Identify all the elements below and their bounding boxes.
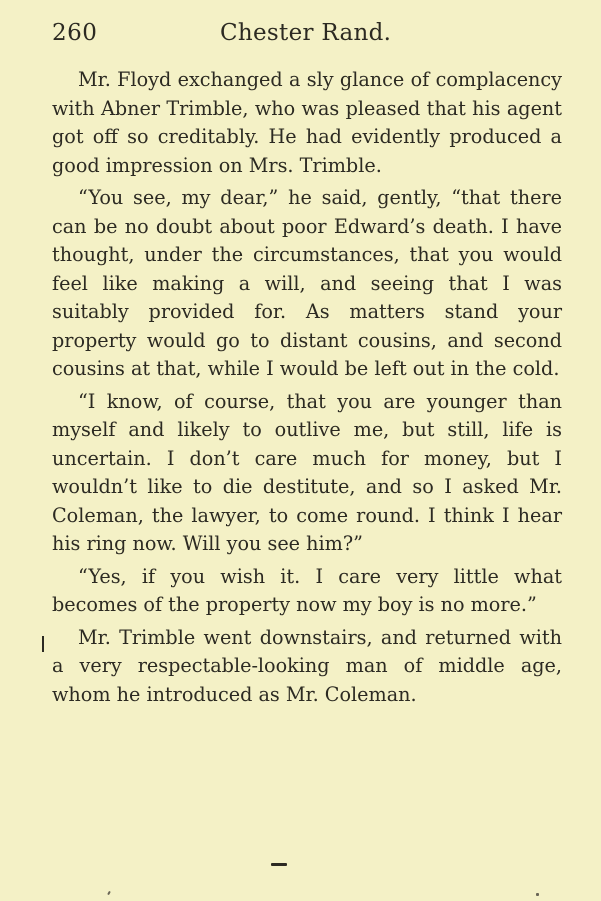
running-title: Chester Rand.: [220, 20, 392, 46]
chapter-end-rule: [271, 863, 287, 866]
paragraph: “Yes, if you wish it. I care very little what becomes of the property now my boy is no more.”: [52, 564, 562, 616]
paragraph: Mr. Floyd exchanged a sly glance of complacency with Abner Trimble, who was pleased that his agent got off so creditably. He had evidently produced a good impression on Mrs. Trimble.: [52, 68, 562, 177]
paper-speck: [536, 893, 539, 896]
paragraph: Mr. Trimble went downstairs, and returned with a very respectable-looking man of middle age, whom he introduced as Mr. Coleman.: [52, 625, 562, 706]
paragraph: “I know, of course, that you are younger than myself and likely to outlive me, but still, life is uncertain. I don’t care much for money, but I wouldn’t like to die destitute, and so I asked Mr. Coleman, the lawyer, to come round. I think I hear his ring now. Will you see him?”: [52, 389, 562, 555]
page-header: [52, 18, 562, 54]
paragraph: “You see, my dear,” he said, gently, “that there can be no doubt about poor Edward’s death. I have thought, under the circumstances, that you would feel like making a will, and seeing that I was suitably provided for. As matters stand your property would go to distant cousins, and second cousins at that, while I would be left out in the cold.: [52, 186, 562, 380]
body-text: [52, 66, 562, 709]
page-number: 260: [52, 20, 98, 46]
paper-speck: [107, 891, 111, 895]
margin-mark: [42, 636, 44, 652]
